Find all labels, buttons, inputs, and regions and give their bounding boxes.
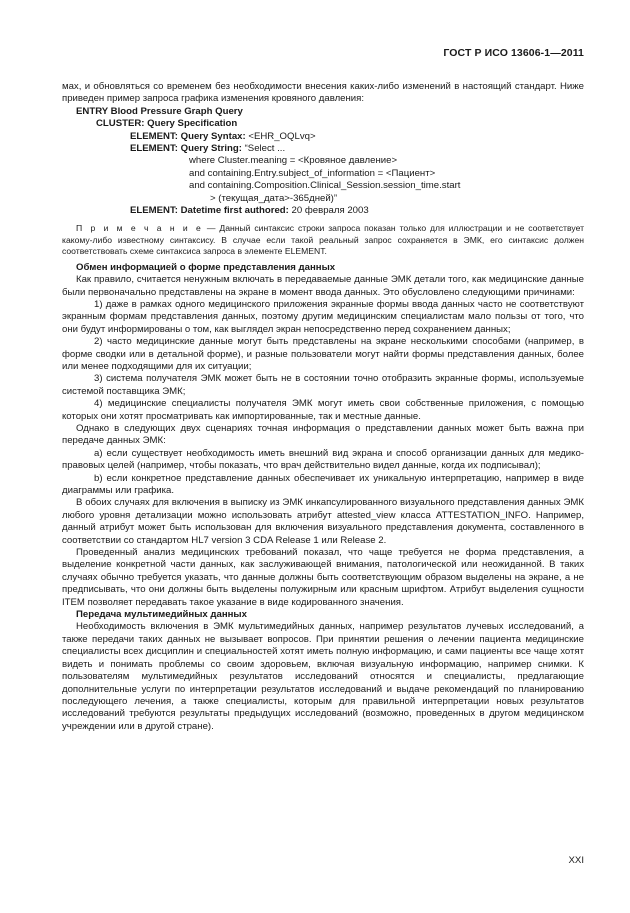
page-content bbox=[62, 81, 584, 733]
query-string-line bbox=[62, 143, 584, 155]
query-string-value: “Select ... bbox=[244, 143, 286, 155]
query-string-line-2: and containing.Entry.subject_of_information = <Пациент> bbox=[189, 167, 436, 179]
paragraph: Однако в следующих двух сценариях точная информация о представлении данных может быть важна при передаче данных ЭМК: bbox=[62, 422, 584, 447]
paragraph: В обоих случаях для включения в выписку из ЭМК инкапсулированного визуального представления данных ЭМК любого уровня детализации можно использовать атрибут attested_view класса ATTESTATION_INFO. Например, данный атрибут может быть использован для включения визуального представления документа, составленного в соответствии со стандартом HL7 version 3 CDA Release 1 или Release 2. bbox=[62, 497, 584, 546]
query-string-last-line: > (текущая_дата>-365дней)” bbox=[210, 192, 338, 204]
query-string-line-3: and containing.Composition.Clinical_Session.session_time.start bbox=[189, 180, 461, 192]
intro-paragraph: мах, и обновляться со временем без необходимости внесения каких-либо изменений в настоящий стандарт. Ниже приведен пример запроса графика изменения кровяного давления: bbox=[62, 81, 584, 105]
section-heading-multimedia: Передача мультимедийных данных bbox=[76, 609, 247, 621]
list-item: 3) система получателя ЭМК может быть не в состоянии точно отобразить экранные формы, используемые системой поставщика ЭМК; bbox=[62, 373, 584, 397]
page-number: XXI bbox=[568, 855, 584, 866]
list-item: а) если существует необходимость иметь внешний вид экрана и способ организации данных для медико-правовых целей (например, чтобы показать, что врач действительно видел данные, когда их подписывал); bbox=[62, 447, 584, 472]
query-entry: ENTRY Blood Pressure Graph Query bbox=[76, 105, 243, 117]
list-item: b) если конкретное представление данных обеспечивает их уникальную интерпретацию, например в виде диаграммы или графика. bbox=[62, 472, 584, 496]
note-label: П р и м е ч а н и е bbox=[76, 223, 203, 234]
query-syntax-line bbox=[62, 131, 584, 143]
query-datetime-label: ELEMENT: Datetime first authored: bbox=[130, 205, 289, 217]
note-text: — Данный синтаксис строки запроса показан только для иллюстрации и не соответствует какому-либо известному синтаксису. В случае если такой реальный запрос сохраняется в ЭМК, его синтаксис должен соответствовать схеме синтаксиса запроса в элементе ELEMENT. bbox=[62, 223, 585, 257]
query-example bbox=[62, 106, 584, 218]
query-datetime-value: 20 февраля 2003 bbox=[291, 205, 369, 217]
query-syntax-label: ELEMENT: Query Syntax: bbox=[130, 130, 246, 142]
note bbox=[62, 223, 584, 257]
list-item: 4) медицинские специалисты получателя ЭМК могут иметь свои собственные приложения, с помощью которых они хотят просматривать как импортированные, так и местные данные. bbox=[62, 398, 584, 422]
paragraph: Как правило, считается ненужным включать в передаваемые данные ЭМК детали того, как медицинские данные были первоначально представлены на экране в момент ввода данных. Это обусловлено следующими причинами: bbox=[62, 274, 584, 298]
section-heading-presentation: Обмен информацией о форме представления данных bbox=[76, 261, 336, 273]
page-header: ГОСТ Р ИСО 13606-1—2011 bbox=[443, 47, 584, 59]
paragraph: Необходимость включения в ЭМК мультимедийных данных, например результатов лучевых исследований, а также передачи таких данных не вызывает вопросов. При принятии решения о лечении пациента медицинские специалисты всех дисциплин и специальностей хотят иметь полную информацию, и сами пациенты все чаще хотят видеть и понимать проблемы со своим здоровьем, включая визуальную информацию, например снимки. К пользователям мультимедийных результатов исследований относятся и специалисты, предлагающие дополнительные услуги по интерпретации результатов исследований и выдаче рекомендаций по планированию последующего лечения, а также специалисты, которым для правильной интерпретации новых результатов исследований требуются результаты предыдущих исследований (возможно, проведенных в другом медицинском учреждении или в другой стране). bbox=[62, 621, 584, 732]
paragraph: Проведенный анализ медицинских требований показал, что чаще требуется не форма представления, а выделение конкретной части данных, как заслуживающей внимания, патологической или неожиданной. В таких случаях обычно требуется указать, что данные должны быть соответствующим образом выделены на экране, а не предписывать, что они должны быть выделены полужирным или красным шрифтом. Атрибут выделения сущности ITEM позволяет передавать такое указание в виде кодированного значения. bbox=[62, 547, 584, 608]
query-string-line-1: where Cluster.meaning = <Кровяное давление> bbox=[189, 155, 398, 167]
query-string-label: ELEMENT: Query String: bbox=[130, 143, 242, 155]
list-item: 2) часто медицинские данные могут быть представлены на экране несколькими способами (например, в форме сводки или в детальной форме), и разные пользователи могут найти формы представления данных, более или менее подходящими для их ситуации; bbox=[62, 336, 584, 372]
query-cluster: CLUSTER: Query Specification bbox=[96, 118, 238, 130]
list-item: 1) даже в рамках одного медицинского приложения экранные формы ввода данных часто не соответствуют экранным формам представления данных, поэтому другим медицинским специалистам мало пользы от того, что они будут информированы о том, как выглядел экран непосредственно перед сохранением данных; bbox=[62, 298, 584, 335]
query-datetime-line bbox=[62, 205, 584, 217]
query-syntax-value: <EHR_OQLvq> bbox=[248, 130, 316, 142]
